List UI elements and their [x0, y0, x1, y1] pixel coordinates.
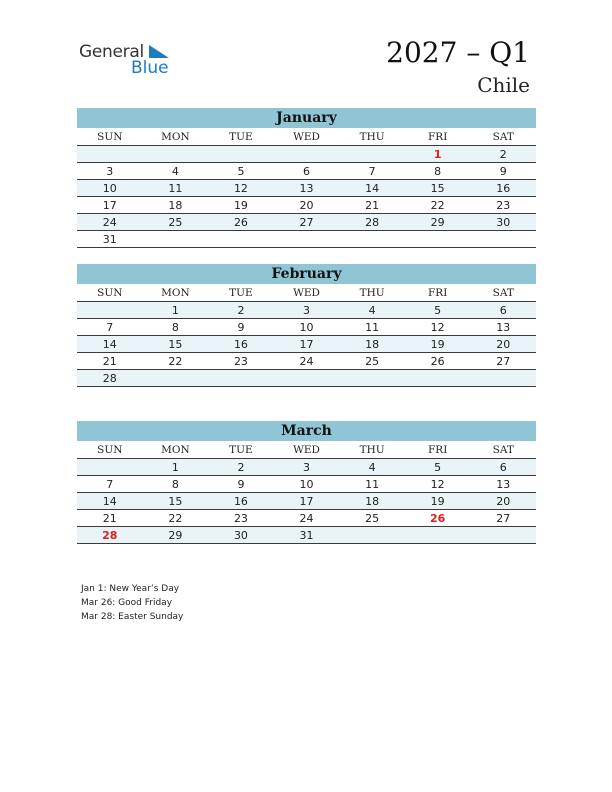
date-cell: 2: [237, 304, 245, 317]
generalblue-logo: [79, 40, 179, 80]
date-cell: 31: [102, 233, 117, 246]
date-cell: 19: [430, 495, 445, 508]
day-of-week-label: WED: [293, 444, 320, 456]
week-row: [77, 197, 536, 214]
date-cell: 24: [299, 512, 314, 525]
date-cell: 29: [430, 216, 445, 229]
date-cell: 12: [233, 182, 248, 195]
week-row: [77, 302, 536, 319]
day-of-week-label: FRI: [428, 287, 448, 299]
date-cell: 5: [237, 165, 245, 178]
country-name: Chile: [477, 73, 530, 97]
month-header: January: [77, 108, 536, 128]
date-cell: 29: [168, 529, 183, 542]
date-cell: 17: [102, 199, 117, 212]
date-cell: [339, 527, 405, 543]
date-cell: 25: [365, 512, 380, 525]
day-of-week-label: SUN: [97, 287, 123, 299]
day-of-week-label: MON: [161, 131, 190, 143]
date-cell: 10: [102, 182, 117, 195]
date-cell: [470, 370, 536, 386]
date-cell: 6: [499, 461, 507, 474]
date-cell: [274, 231, 340, 247]
date-cell: 1: [171, 461, 179, 474]
date-cell: [208, 370, 274, 386]
day-of-week-label: SUN: [97, 131, 123, 143]
date-cell: [405, 370, 471, 386]
date-cell: 3: [303, 304, 311, 317]
date-cell: 17: [299, 495, 314, 508]
date-cell: 11: [365, 478, 380, 491]
date-cell: 24: [299, 355, 314, 368]
date-cell: 30: [233, 529, 248, 542]
date-cell: 22: [430, 199, 445, 212]
date-cell: 19: [233, 199, 248, 212]
date-cell: 14: [102, 495, 117, 508]
logo-general-text: General: [79, 42, 144, 62]
date-cell: 13: [496, 321, 511, 334]
day-of-week-label: FRI: [428, 444, 448, 456]
date-cell: 21: [102, 355, 117, 368]
week-row: [77, 353, 536, 370]
holiday-date-cell: 28: [102, 529, 118, 542]
day-of-week-row: [77, 284, 536, 302]
month-header: February: [77, 264, 536, 284]
date-cell: 20: [496, 495, 511, 508]
date-cell: [470, 231, 536, 247]
date-cell: 12: [430, 321, 445, 334]
date-cell: 1: [171, 304, 179, 317]
date-cell: 15: [168, 338, 183, 351]
date-cell: [274, 146, 340, 162]
week-row: [77, 146, 536, 163]
date-cell: [208, 146, 274, 162]
day-of-week-label: WED: [293, 131, 320, 143]
date-cell: 4: [368, 304, 376, 317]
date-cell: 8: [434, 165, 442, 178]
week-row: [77, 231, 536, 248]
date-cell: 8: [171, 321, 179, 334]
day-of-week-label: TUE: [229, 444, 253, 456]
day-of-week-label: SAT: [492, 131, 514, 143]
week-row: [77, 510, 536, 527]
week-row: [77, 459, 536, 476]
date-cell: 31: [299, 529, 314, 542]
date-cell: 21: [365, 199, 380, 212]
date-cell: 30: [496, 216, 511, 229]
day-of-week-label: WED: [293, 287, 320, 299]
date-cell: 27: [496, 355, 511, 368]
date-cell: 23: [496, 199, 511, 212]
date-cell: [77, 146, 143, 162]
date-cell: 23: [233, 355, 248, 368]
date-cell: 21: [102, 512, 117, 525]
date-cell: [77, 459, 143, 475]
date-cell: 24: [102, 216, 117, 229]
page-title: 2027 – Q1: [386, 36, 530, 69]
day-of-week-label: SAT: [492, 444, 514, 456]
day-of-week-label: TUE: [229, 287, 253, 299]
holiday-note: Jan 1: New Year’s Day: [81, 584, 180, 594]
date-cell: 12: [430, 478, 445, 491]
date-cell: 11: [168, 182, 183, 195]
date-cell: [143, 370, 209, 386]
date-cell: 7: [106, 321, 114, 334]
date-cell: 4: [171, 165, 179, 178]
date-cell: 13: [299, 182, 314, 195]
day-of-week-row: [77, 128, 536, 146]
date-cell: 22: [168, 355, 183, 368]
month-january: [77, 108, 536, 248]
date-cell: 9: [237, 321, 245, 334]
date-cell: 8: [171, 478, 179, 491]
date-cell: 18: [168, 199, 183, 212]
day-of-week-label: MON: [161, 444, 190, 456]
date-cell: [470, 527, 536, 543]
date-cell: 9: [499, 165, 507, 178]
holiday-date-cell: 26: [430, 512, 446, 525]
date-cell: 15: [430, 182, 445, 195]
date-cell: [143, 146, 209, 162]
date-cell: 14: [365, 182, 380, 195]
date-cell: 25: [365, 355, 380, 368]
day-of-week-label: THU: [359, 287, 385, 299]
date-cell: 25: [168, 216, 183, 229]
date-cell: 5: [434, 304, 442, 317]
week-row: [77, 527, 536, 544]
date-cell: 9: [237, 478, 245, 491]
week-row: [77, 180, 536, 197]
date-cell: 20: [496, 338, 511, 351]
week-row: [77, 336, 536, 353]
day-of-week-label: FRI: [428, 131, 448, 143]
date-cell: 2: [237, 461, 245, 474]
date-cell: 2: [499, 148, 507, 161]
date-cell: 13: [496, 478, 511, 491]
day-of-week-row: [77, 441, 536, 459]
holiday-note: Mar 28: Easter Sunday: [81, 612, 184, 622]
holiday-notes: [81, 582, 183, 624]
date-cell: [339, 146, 405, 162]
date-cell: 4: [368, 461, 376, 474]
date-cell: 28: [102, 372, 117, 385]
date-cell: [274, 370, 340, 386]
date-cell: [405, 527, 471, 543]
week-row: [77, 370, 536, 387]
date-cell: [143, 231, 209, 247]
date-cell: 26: [233, 216, 248, 229]
date-cell: 3: [106, 165, 114, 178]
week-row: [77, 476, 536, 493]
date-cell: 10: [299, 478, 314, 491]
date-cell: 16: [496, 182, 511, 195]
date-cell: 26: [430, 355, 445, 368]
week-row: [77, 319, 536, 336]
day-of-week-label: THU: [359, 444, 385, 456]
day-of-week-label: SUN: [97, 444, 123, 456]
date-cell: 6: [499, 304, 507, 317]
date-cell: [77, 302, 143, 318]
date-cell: 16: [233, 495, 248, 508]
week-row: [77, 163, 536, 180]
day-of-week-label: SAT: [492, 287, 514, 299]
date-cell: 17: [299, 338, 314, 351]
date-cell: 5: [434, 461, 442, 474]
date-cell: [339, 231, 405, 247]
date-cell: 16: [233, 338, 248, 351]
date-cell: 6: [303, 165, 311, 178]
date-cell: 3: [303, 461, 311, 474]
day-of-week-label: MON: [161, 287, 190, 299]
month-march: [77, 421, 536, 544]
date-cell: 27: [299, 216, 314, 229]
date-cell: 10: [299, 321, 314, 334]
date-cell: 22: [168, 512, 183, 525]
logo-blue-text: Blue: [131, 58, 169, 78]
month-february: [77, 264, 536, 387]
holiday-date-cell: 1: [433, 148, 442, 161]
week-row: [77, 493, 536, 510]
date-cell: 27: [496, 512, 511, 525]
month-header: March: [77, 421, 536, 441]
date-cell: 23: [233, 512, 248, 525]
date-cell: 11: [365, 321, 380, 334]
date-cell: 15: [168, 495, 183, 508]
date-cell: 19: [430, 338, 445, 351]
date-cell: 20: [299, 199, 314, 212]
date-cell: [339, 370, 405, 386]
date-cell: 28: [365, 216, 380, 229]
date-cell: 14: [102, 338, 117, 351]
date-cell: 7: [106, 478, 114, 491]
date-cell: [208, 231, 274, 247]
day-of-week-label: TUE: [229, 131, 253, 143]
holiday-note: Mar 26: Good Friday: [81, 598, 173, 608]
date-cell: 7: [368, 165, 376, 178]
week-row: [77, 214, 536, 231]
day-of-week-label: THU: [359, 131, 385, 143]
date-cell: 18: [365, 495, 380, 508]
date-cell: [405, 231, 471, 247]
date-cell: 18: [365, 338, 380, 351]
